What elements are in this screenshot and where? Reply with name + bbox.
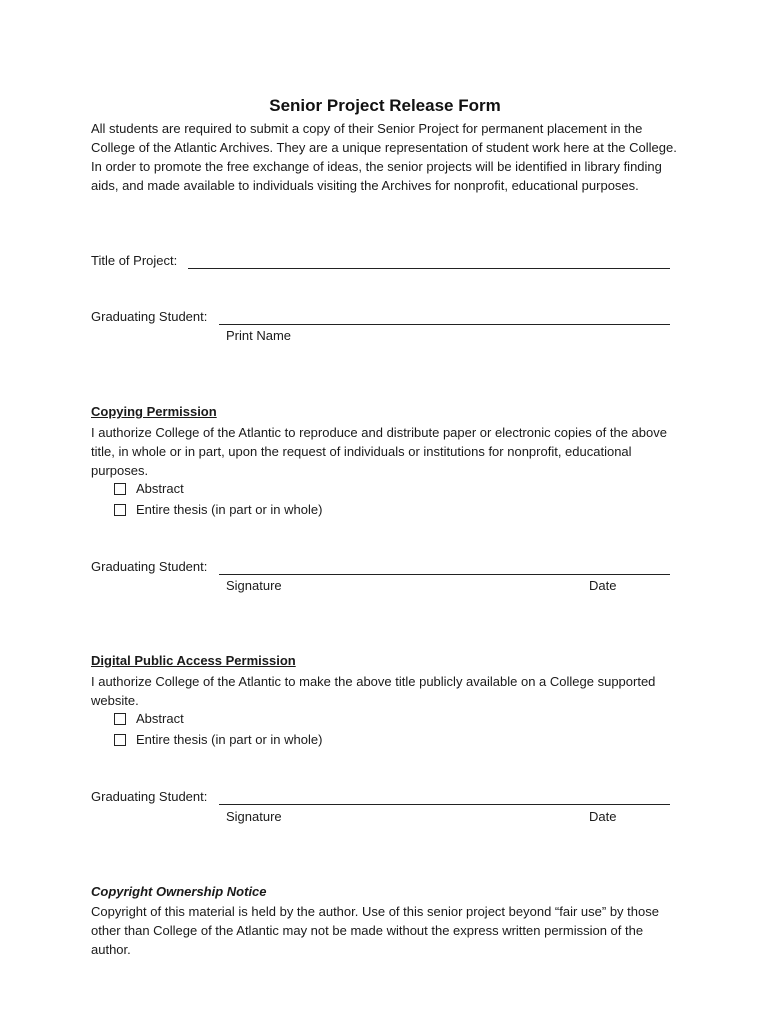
copying-permission-heading: Copying Permission (91, 404, 217, 419)
checkbox-icon[interactable] (114, 713, 126, 725)
title-of-project-label: Title of Project: (91, 253, 178, 268)
copyright-heading: Copyright Ownership Notice (91, 884, 267, 899)
digital-option-abstract-label: Abstract (136, 711, 184, 726)
copying-date-caption: Date (589, 578, 617, 593)
print-name-caption: Print Name (226, 328, 292, 343)
copying-option-abstract-label: Abstract (136, 481, 184, 496)
copying-option-entire-thesis[interactable] (114, 502, 322, 517)
digital-option-entire-thesis[interactable] (114, 732, 322, 747)
copying-signature-field[interactable] (219, 574, 670, 575)
copying-permission-text: I authorize College of the Atlantic to reproduce and distribute paper or electronic copies of the above title, in whole or in part, upon the request of individuals or institutions for nonprofit, educational purposes. (91, 425, 667, 478)
digital-signature-field[interactable] (219, 804, 670, 805)
checkbox-icon[interactable] (114, 483, 126, 495)
digital-signature-caption: Signature (226, 809, 282, 824)
digital-option-entire-thesis-label: Entire thesis (in part or in whole) (136, 732, 323, 747)
digital-option-abstract[interactable] (114, 711, 184, 726)
copyright-text: Copyright of this material is held by the author. Use of this senior project beyond “fair use” by those other than College of the Atlantic may not be made without the express written permission of the author. (91, 904, 659, 957)
digital-access-text: I authorize College of the Atlantic to make the above title publicly available on a College supported website. (91, 674, 656, 708)
page-title: Senior Project Release Form (269, 96, 501, 115)
graduating-student-label: Graduating Student: (91, 309, 208, 324)
digital-date-caption: Date (589, 809, 617, 824)
digital-access-heading: Digital Public Access Permission (91, 653, 296, 668)
print-name-field[interactable] (219, 324, 670, 325)
copying-student-label: Graduating Student: (91, 559, 208, 574)
title-of-project-field[interactable] (188, 268, 670, 269)
digital-student-label: Graduating Student: (91, 789, 208, 804)
copying-signature-caption: Signature (226, 578, 282, 593)
copying-option-entire-thesis-label: Entire thesis (in part or in whole) (136, 502, 323, 517)
intro-paragraph: All students are required to submit a copy of their Senior Project for permanent placement in the College of the Atlantic Archives. They are a unique representation of student work here at the College. In order to promote the free exchange of ideas, the senior projects will be identified in library finding aids, and made available to individuals visiting the Archives for nonprofit, educational purposes. (91, 121, 677, 193)
checkbox-icon[interactable] (114, 504, 126, 516)
copying-option-abstract[interactable] (114, 481, 184, 496)
checkbox-icon[interactable] (114, 734, 126, 746)
